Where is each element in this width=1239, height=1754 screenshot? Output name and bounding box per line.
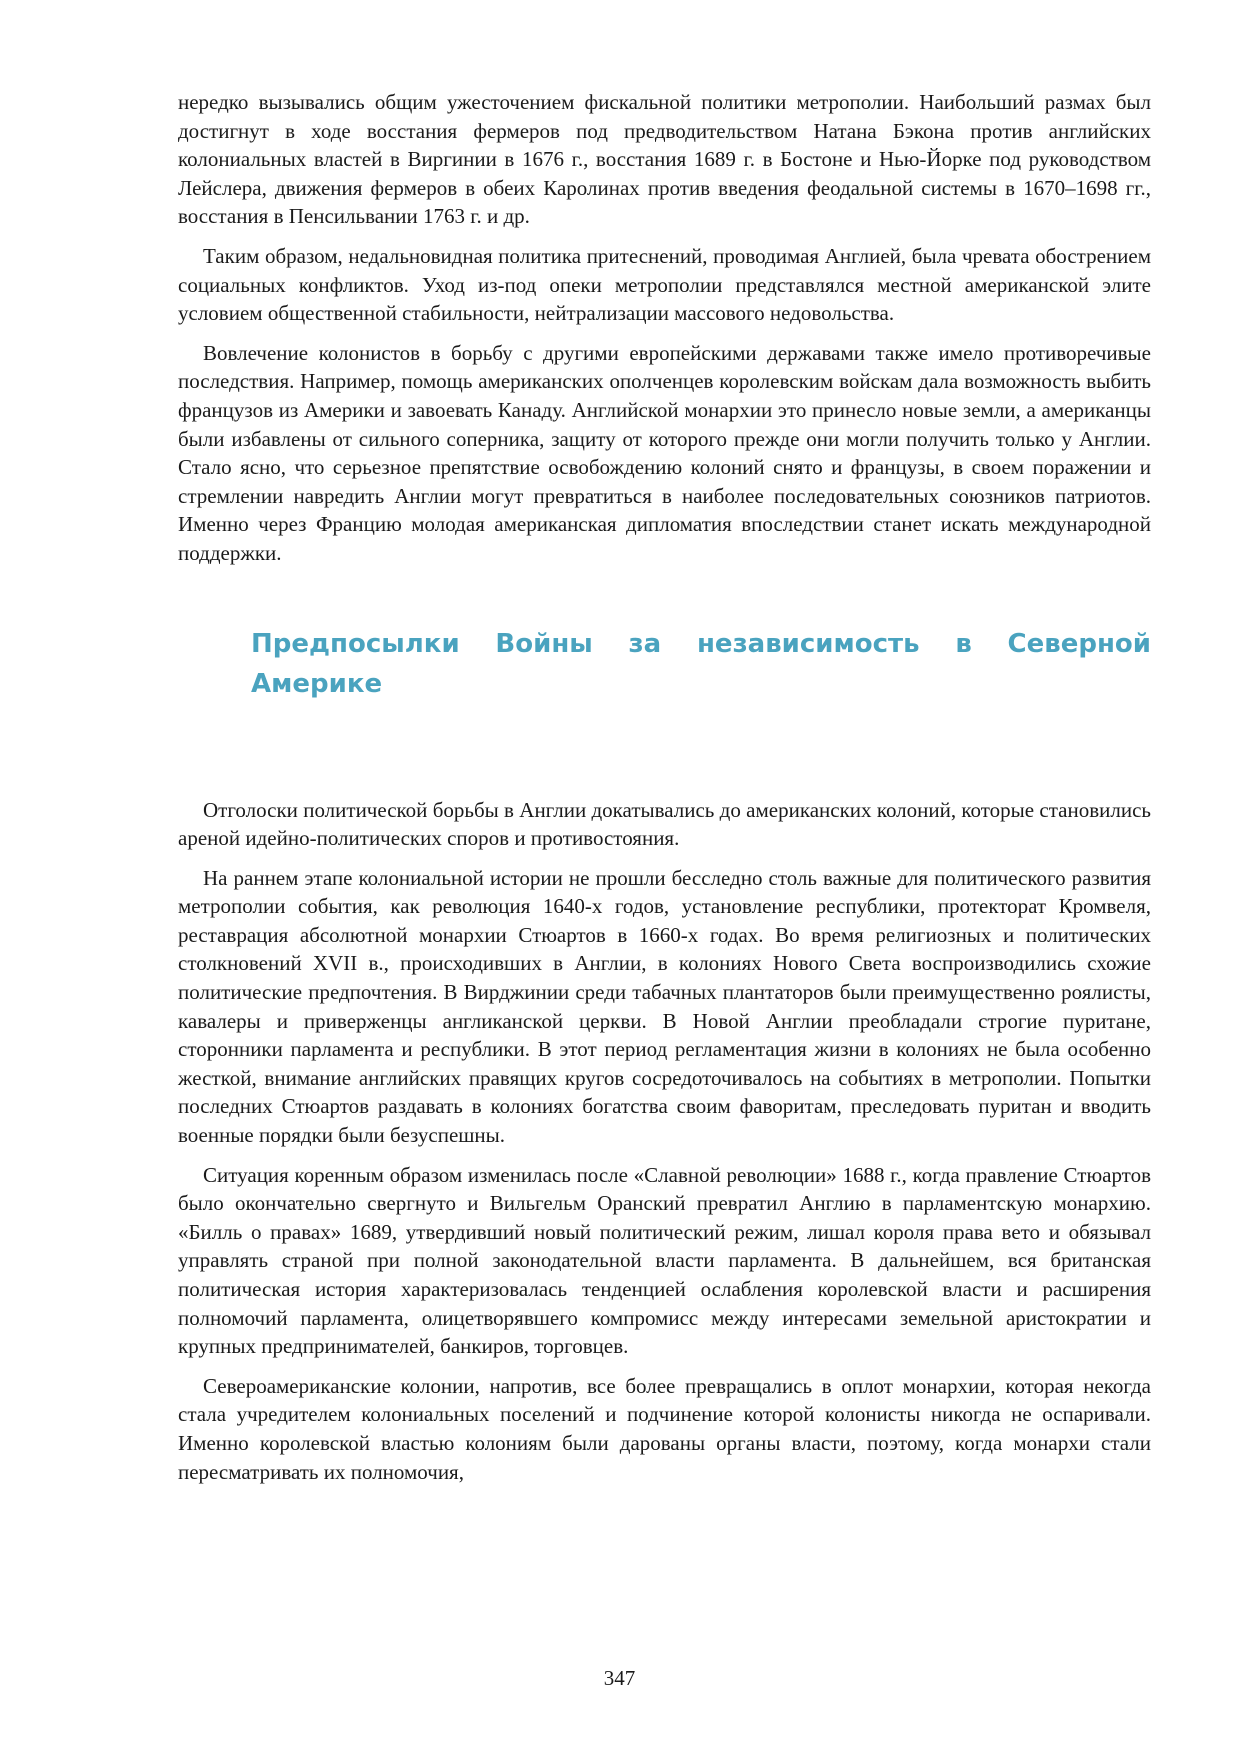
section-heading-block [251, 624, 1151, 704]
paragraph: Таким образом, недальновидная политика притеснений, проводимая Англией, была чревата обострением социальных конфликтов. Уход из-под опеки метрополии представлялся местной американской элите условием общественной стабильности, нейтрализации массового недовольства. [178, 243, 1151, 326]
page-body [178, 88, 1151, 1497]
section-heading: Предпосылки Войны за независимость в Северной Америке [251, 628, 1151, 699]
paragraph-continued: нередко вызывались общим ужесточением фискальной политики метрополии. Наибольший размах был достигнут в ходе восстания фермеров под предводительством Натана Бэкона против английских колониальных властей в Виргинии в 1676 г., восстания 1689 г. в Бостоне и Нью-Йорке под руководством Лейслера, движения фермеров в обеих Каролинах против введения феодальной системы в 1670–1698 гг., восстания в Пенсильвании 1763 г. и др. [178, 90, 1151, 229]
paragraph: Ситуация коренным образом изменилась после «Славной революции» 1688 г., когда правление Стюартов было окончательно свергнуто и Вильгельм Оранский превратил Англию в парламентскую монархию. «Билль о правах» 1689, утвердивший новый политический режим, лишал короля права вето и обязывал управлять страной при полной законодательной власти парламента. В дальнейшем, вся британская политическая история характеризовалась тенденцией ослабления королевской власти и расширения полномочий парламента, олицетворявшего компромисс между интересами земельной аристократии и крупных предпринимателей, банкиров, торговцев. [178, 1162, 1151, 1359]
paragraph: Вовлечение колонистов в борьбу с другими европейскими державами также имело противоречивые последствия. Например, помощь американских ополченцев королевским войскам дала возможность выбить французов из Америки и завоевать Канаду. Английской монархии это принесло новые земли, а американцы были избавлены от сильного соперника, защиту от которого прежде они могли получить только у Англии. Стало ясно, что серьезное препятствие освобождению колоний снято и французы, в своем поражении и стремлении навредить Англии могут превратиться в наиболее последовательных союзников патриотов. Именно через Францию молодая американская дипломатия впоследствии станет искать международной поддержки. [178, 340, 1151, 565]
paragraph: Отголоски политической борьбы в Англии докатывались до американских колоний, которые становились ареной идейно-политических споров и противостояния. [178, 797, 1151, 851]
page-number: 347 [603, 1666, 636, 1690]
paragraph: Североамериканские колонии, напротив, все более превращались в оплот монархии, которая некогда стала учредителем колониальных поселений и подчинение которой колонисты никогда не оспаривали. Именно королевской властью колониям были дарованы органы власти, поэтому, когда монархи стали пересматривать их полномочия, [178, 1373, 1151, 1484]
paragraph: На раннем этапе колониальной истории не прошли бесследно столь важные для политического развития метрополии события, как революция 1640-х годов, установление республики, протекторат Кромвеля, реставрация абсолютной монархии Стюартов в 1660-х годах. Во время религиозных и политических столкновений XVII в., происходивших в Англии, в колониях Нового Света воспроизводились схожие политические предпочтения. В Вирджинии среди табачных плантаторов были преимущественно роялисты, кавалеры и приверженцы англиканской церкви. В Новой Англии преобладали строгие пуритане, сторонники парламента и республики. В этот период регламентация жизни в колониях не была особенно жесткой, внимание английских правящих кругов сосредоточивалось на событиях в метрополии. Попытки последних Стюартов раздавать в колониях богатства своим фаворитам, преследовать пуритан и вводить военные порядки были безуспешны. [178, 865, 1151, 1148]
